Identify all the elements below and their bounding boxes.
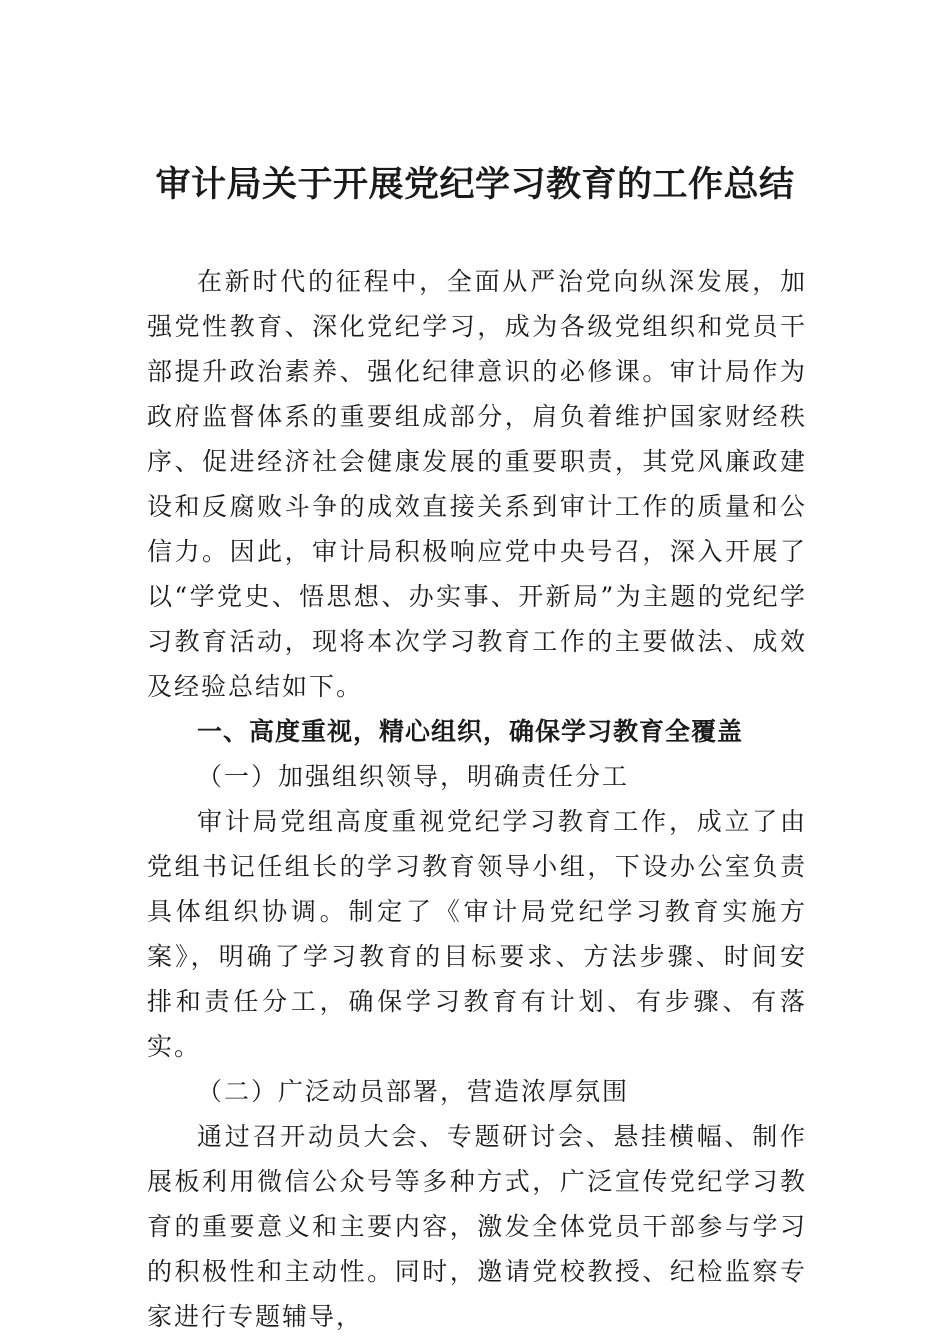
subsection-paragraph-1: 审计局党组高度重视党纪学习教育工作，成立了由党组书记任组长的学习教育领导小组，下设办公室负责具体组织协调。制定了《审计局党纪学习教育实施方案》，明确了学习教育的目标要求、方法步骤、时间安排和责任分工，确保学习教育有计划、有步骤、有落实。 [147, 807, 807, 1061]
subsection-heading-2: （二）广泛动员部署，营造浓厚氛围 [197, 1077, 630, 1106]
document-body [147, 259, 807, 1339]
intro-paragraph: 在新时代的征程中，全面从严治党向纵深发展，加强党性教育、深化党纪学习，成为各级党组织和党员干部提升政治素养、强化纪律意识的必修课。审计局作为政府监督体系的重要组成部分，肩负着维护国家财经秩序、促进经济社会健康发展的重要职责，其党风廉政建设和反腐败斗争的成效直接关系到审计工作的质量和公信力。因此，审计局积极响应党中央号召，深入开展了以“学党史、悟思想、办实事、开新局”为主题的党纪学习教育活动，现将本次学习教育工作的主要做法、成效及经验总结如下。 [147, 267, 807, 701]
subsection-heading-1: （一）加强组织领导，明确责任分工 [197, 762, 630, 791]
document-title: 审计局关于开展党纪学习教育的工作总结 [155, 164, 795, 205]
section-heading-1: 一、高度重视，精心组织，确保学习教育全覆盖 [197, 717, 744, 746]
subsection-paragraph-2: 通过召开动员大会、专题研讨会、悬挂横幅、制作展板利用微信公众号等多种方式，广泛宣传党纪学习教育的重要意义和主要内容，激发全体党员干部参与学习的积极性和主动性。同时，邀请党校教授、纪检监察专家进行专题辅导， [147, 1122, 807, 1331]
